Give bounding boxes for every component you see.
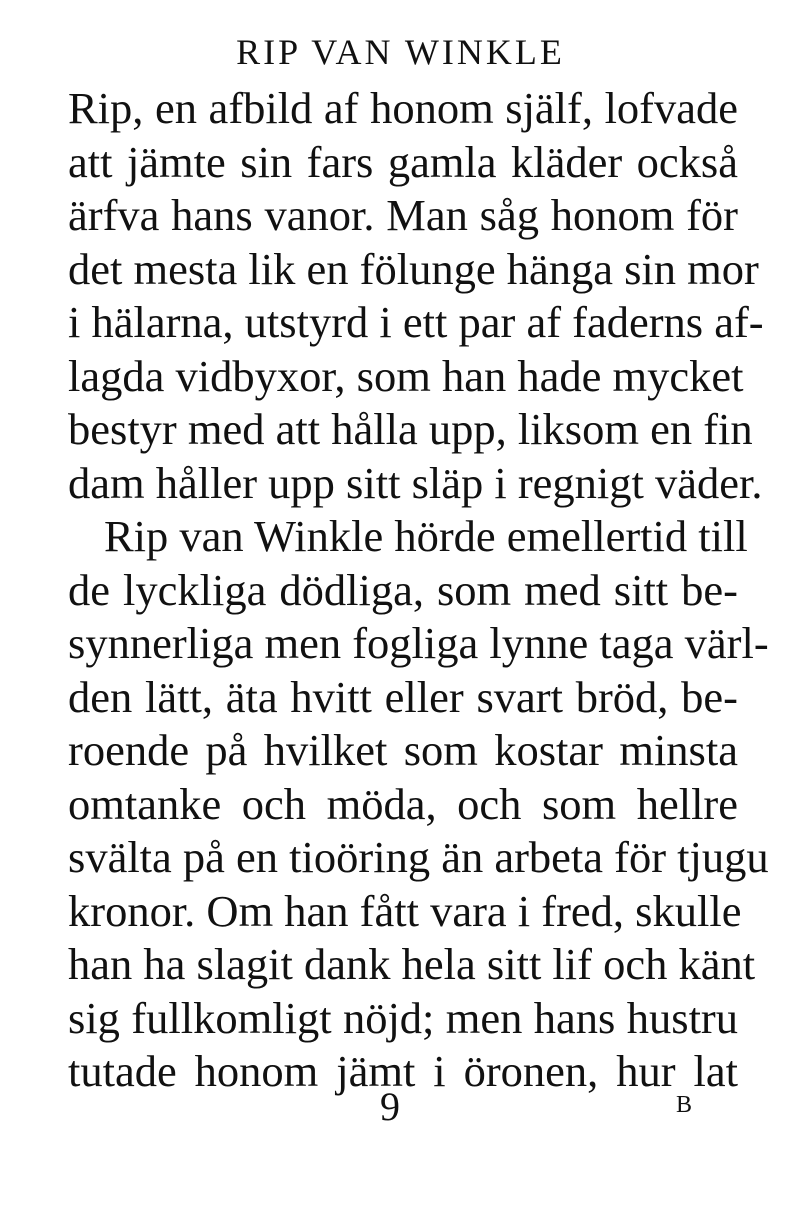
- text-line: sig fullkomligt nöjd; men hans hustru: [68, 992, 738, 1043]
- text-line: svälta på en tioöring än arbeta för tjugu: [68, 832, 769, 882]
- text-line: i hälarna, utstyrd i ett par af faderns af-: [68, 297, 764, 347]
- text-line: kronor. Om han fått vara i fred, skulle: [68, 885, 742, 936]
- text-line: omtanke och möda, och som hellre: [68, 778, 738, 829]
- text-line: ärfva hans vanor. Man såg honom för: [68, 190, 738, 240]
- text-line: dam håller upp sitt släp i regnigt väder.: [68, 457, 763, 508]
- text-line: tutade honom jämt i öronen, hur lat: [68, 1046, 738, 1096]
- text-line: bestyr med att hålla upp, liksom en fin: [68, 404, 753, 454]
- text-line: de lyckliga dödliga, som med sitt be-: [68, 564, 738, 615]
- text-line: Rip van Winkle hörde emellertid till: [104, 511, 748, 561]
- text-line: att jämte sin fars gamla kläder också: [68, 136, 738, 187]
- text-line: han ha slagit dank hela sitt lif och känt: [68, 939, 756, 989]
- running-head: RIP VAN WINKLE: [236, 32, 565, 72]
- paragraph-1: [68, 82, 764, 510]
- text-line: roende på hvilket som kostar minsta: [68, 725, 738, 775]
- text-line: det mesta lik en fölunge hänga sin mor: [68, 243, 759, 294]
- body-text: [68, 82, 769, 1099]
- text-line: lagda vidbyxor, som han hade mycket: [68, 350, 744, 401]
- text-line: Rip, en afbild af honom själf, lofvade: [68, 83, 738, 133]
- text-line: synnerliga men fogliga lynne taga värl-: [68, 618, 769, 668]
- text-line: den lätt, äta hvitt eller svart bröd, be-: [68, 671, 738, 722]
- page-number: 9: [380, 1084, 400, 1129]
- signature-mark: B: [676, 1092, 693, 1118]
- paragraph-2: [68, 510, 769, 1099]
